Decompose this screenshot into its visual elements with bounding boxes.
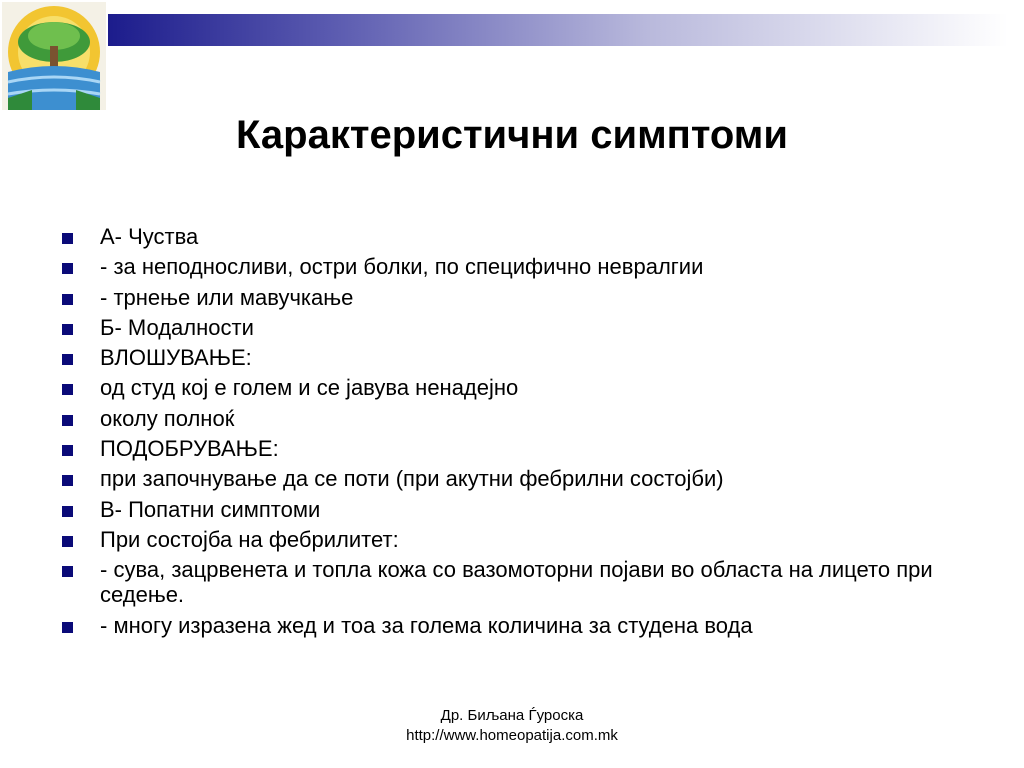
list-item: [62, 613, 962, 638]
bullet-square-icon: [62, 384, 73, 395]
bullet-square-icon: [62, 294, 73, 305]
bullet-square-icon: [62, 566, 73, 577]
bullet-square-icon: [62, 415, 73, 426]
bullet-list: [62, 224, 962, 643]
bullet-text: - за неподносливи, остри болки, по специфично невралгии: [100, 254, 704, 280]
list-item: [62, 497, 962, 522]
header-gradient-bar: [108, 14, 1008, 46]
slide-title: Карактеристични симптоми: [236, 113, 788, 157]
list-item: [62, 315, 962, 340]
list-item: [62, 527, 962, 552]
bullet-square-icon: [62, 354, 73, 365]
bullet-text: ПОДОБРУВАЊЕ:: [100, 436, 279, 462]
slide-footer: [0, 706, 1024, 746]
list-item: [62, 436, 962, 461]
footer-author: Др. Биљана Ѓуроска: [440, 707, 584, 724]
bullet-square-icon: [62, 233, 73, 244]
bullet-text: Б- Модалности: [100, 314, 254, 340]
bullet-text: од студ кој е голем и се јавува ненадејно: [100, 375, 519, 401]
bullet-text: околу полноќ: [100, 405, 235, 431]
list-item: [62, 466, 962, 491]
tree-sun-logo-icon: [2, 2, 106, 110]
bullet-text: В- Попатни симптоми: [100, 496, 321, 522]
bullet-text: ВЛОШУВАЊЕ:: [100, 345, 252, 371]
bullet-square-icon: [62, 536, 73, 547]
bullet-square-icon: [62, 324, 73, 335]
bullet-text: - многу изразена жед и тоа за голема количина за студена вода: [100, 612, 753, 638]
list-item: [62, 406, 962, 431]
list-item: [62, 557, 962, 607]
bullet-text: А- Чуства: [100, 224, 199, 249]
bullet-text: - сува, зацрвенета и топла кожа со вазомоторни појави во областа на лицето при седење.: [100, 557, 933, 608]
list-item: [62, 224, 962, 249]
list-item: [62, 375, 962, 400]
list-item: [62, 254, 962, 279]
footer-url: http://www.homeopatija.com.mk: [406, 727, 618, 744]
bullet-text: при започнување да се поти (при акутни фебрилни состојби): [100, 466, 724, 492]
bullet-square-icon: [62, 263, 73, 274]
bullet-square-icon: [62, 445, 73, 456]
bullet-square-icon: [62, 475, 73, 486]
list-item: [62, 345, 962, 370]
list-item: [62, 285, 962, 310]
bullet-square-icon: [62, 622, 73, 633]
bullet-text: При состојба на фебрилитет:: [100, 526, 399, 552]
bullet-text: - трнење или мавучкање: [100, 284, 354, 310]
bullet-square-icon: [62, 506, 73, 517]
